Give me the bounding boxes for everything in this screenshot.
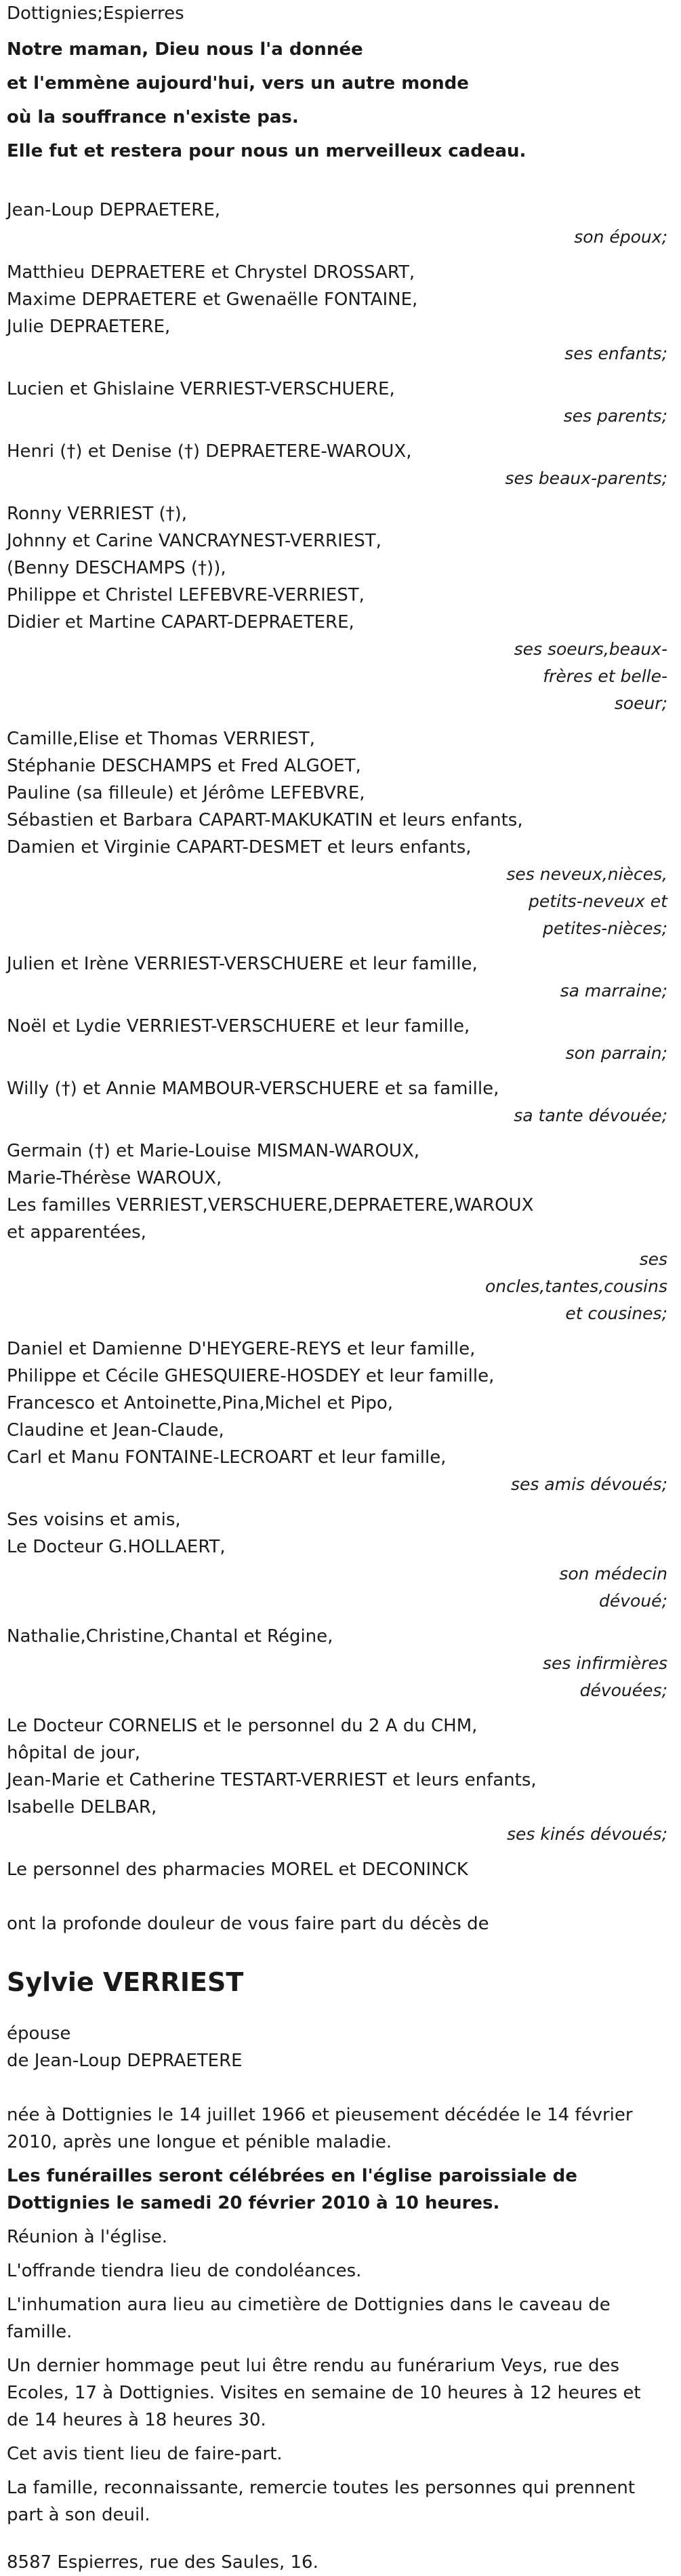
family-member-line: Julie DEPRAETERE, bbox=[7, 317, 171, 337]
relation-label bbox=[7, 224, 674, 251]
relation-label-line: oncles,tantes,cousins bbox=[484, 1276, 667, 1296]
detail-paragraph: L'inhumation aura lieu au cimetière de Dottignies dans le caveau de famille. bbox=[7, 2295, 611, 2342]
family-member-line: Johnny et Carine VANCRAYNEST-VERRIEST, bbox=[7, 531, 381, 551]
relation-label-line: son parrain; bbox=[565, 1043, 667, 1063]
family-member-line: (Benny DESCHAMPS (†)), bbox=[7, 558, 226, 578]
family-group bbox=[7, 1623, 674, 1704]
relation-label bbox=[7, 1102, 674, 1129]
family-member-line: hôpital de jour, bbox=[7, 1743, 141, 1763]
relation-label-line: son époux; bbox=[574, 227, 667, 247]
family-member-line: Sébastien et Barbara CAPART-MAKUKATIN et leurs enfants, bbox=[7, 810, 523, 830]
relation-label bbox=[7, 1650, 674, 1704]
relation-label bbox=[7, 636, 674, 717]
family-member-line: Didier et Martine CAPART-DEPRAETERE, bbox=[7, 612, 354, 632]
family-group bbox=[7, 1013, 674, 1067]
family-member-line: Philippe et Christel LEFEBVRE-VERRIEST, bbox=[7, 585, 365, 605]
relation-label-line: soeur; bbox=[614, 693, 667, 713]
family-member-line: Claudine et Jean-Claude, bbox=[7, 1420, 224, 1441]
detail-paragraph: Cet avis tient lieu de faire-part. bbox=[7, 2444, 283, 2464]
relation-label bbox=[7, 861, 674, 942]
relation-label-line: et cousines; bbox=[565, 1304, 667, 1323]
relation-label-line: ses infirmières bbox=[543, 1653, 667, 1673]
relation-label bbox=[7, 403, 674, 430]
family-member-line: Damien et Virginie CAPART-DESMET et leurs enfants, bbox=[7, 837, 472, 858]
relation-label-line: son médecin bbox=[559, 1564, 667, 1584]
family-member-line: Philippe et Cécile GHESQUIERE-HOSDEY et leur famille, bbox=[7, 1366, 495, 1386]
poem-line: Notre maman, Dieu nous l'a donnée bbox=[7, 39, 363, 60]
detail-paragraph: La famille, reconnaissante, remercie toutes les personnes qui prennent part à son deuil. bbox=[7, 2478, 636, 2525]
family-member-line: Matthieu DEPRAETERE et Chrystel DROSSART, bbox=[7, 262, 415, 283]
relation-label bbox=[7, 340, 674, 367]
family-member-line: Isabelle DELBAR, bbox=[7, 1797, 157, 1817]
family-group bbox=[7, 1856, 674, 1883]
relation-label-line: ses soeurs,beaux- bbox=[514, 639, 667, 659]
family-member-line: Ses voisins et amis, bbox=[7, 1510, 181, 1530]
spouse-label: épouse bbox=[7, 2024, 71, 2044]
family-group bbox=[7, 1506, 674, 1615]
deceased-name: Sylvie VERRIEST bbox=[7, 1967, 244, 1997]
relation-label-line: ses kinés dévoués; bbox=[506, 1824, 667, 1844]
family-member-line: Willy (†) et Annie MAMBOUR-VERSCHUERE et sa famille, bbox=[7, 1079, 499, 1099]
family-member-line: Carl et Manu FONTAINE-LECROART et leur famille, bbox=[7, 1447, 447, 1468]
family-member-line: Daniel et Damienne D'HEYGERE-REYS et leur famille, bbox=[7, 1339, 476, 1359]
relation-label bbox=[7, 1821, 674, 1848]
poem-line: où la souffrance n'existe pas. bbox=[7, 107, 299, 127]
announcement: ont la profonde douleur de vous faire part du décès de bbox=[7, 1914, 489, 1934]
relation-label-line: ses amis dévoués; bbox=[511, 1474, 667, 1494]
family-group bbox=[7, 438, 674, 492]
family-member-line: Nathalie,Christine,Chantal et Régine, bbox=[7, 1626, 333, 1647]
family-member-line: Marie-Thérèse WAROUX, bbox=[7, 1168, 222, 1188]
family-group bbox=[7, 197, 674, 251]
relation-label-line: petits-neveux et bbox=[528, 891, 667, 911]
family-group bbox=[7, 950, 674, 1005]
family-member-line: Le Docteur G.HOLLAERT, bbox=[7, 1537, 226, 1557]
family-member-line: Noël et Lydie VERRIEST-VERSCHUERE et leur famille, bbox=[7, 1016, 470, 1037]
relation-label bbox=[7, 465, 674, 492]
family-group bbox=[7, 725, 674, 942]
spouse-name: de Jean-Loup DEPRAETERE bbox=[7, 2051, 243, 2071]
relation-label-line: ses bbox=[639, 1249, 667, 1269]
relation-label-line: petites-nièces; bbox=[543, 919, 667, 938]
family-group bbox=[7, 500, 674, 717]
family-member-line: Pauline (sa filleule) et Jérôme LEFEBVRE, bbox=[7, 783, 365, 803]
relation-label-line: ses parents; bbox=[563, 406, 667, 426]
family-member-line: Stéphanie DESCHAMPS et Fred ALGOET, bbox=[7, 756, 361, 776]
family-group bbox=[7, 1075, 674, 1129]
place-line: Dottignies;Espierres bbox=[7, 3, 184, 24]
family-member-line: Germain (†) et Marie-Louise MISMAN-WAROUX, bbox=[7, 1141, 420, 1161]
relation-label bbox=[7, 1040, 674, 1067]
relation-label-line: dévoué; bbox=[599, 1591, 667, 1611]
family-member-line: Julien et Irène VERRIEST-VERSCHUERE et leur famille, bbox=[7, 954, 478, 974]
family-member-line: Le personnel des pharmacies MOREL et DECONINCK bbox=[7, 1859, 468, 1880]
family-list bbox=[7, 197, 674, 1883]
family-member-line: Jean-Marie et Catherine TESTART-VERRIEST et leurs enfants, bbox=[7, 1770, 537, 1790]
family-member-line: Jean-Loup DEPRAETERE, bbox=[7, 200, 221, 220]
obituary-notice bbox=[7, 0, 674, 2576]
poem-line: et l'emmène aujourd'hui, vers un autre monde bbox=[7, 73, 469, 94]
family-member-line: Le Docteur CORNELIS et le personnel du 2 A du CHM, bbox=[7, 1716, 478, 1736]
family-member-line: Lucien et Ghislaine VERRIEST-VERSCHUERE, bbox=[7, 379, 395, 399]
relation-label bbox=[7, 1471, 674, 1498]
family-member-line: et apparentées, bbox=[7, 1222, 146, 1243]
relation-label-line: dévouées; bbox=[579, 1681, 667, 1700]
relation-label-line: ses enfants; bbox=[564, 344, 667, 363]
relation-label bbox=[7, 1246, 674, 1327]
relation-label-line: frères et belle- bbox=[543, 666, 667, 686]
detail-paragraph: Réunion à l'église. bbox=[7, 2227, 168, 2247]
detail-paragraph: née à Dottignies le 14 juillet 1966 et pieusement décédée le 14 février 2010, après une longue et pénible maladie. bbox=[7, 2105, 633, 2152]
relation-label-line: sa tante dévouée; bbox=[514, 1106, 667, 1125]
family-member-line: Maxime DEPRAETERE et Gwenaëlle FONTAINE, bbox=[7, 289, 418, 310]
address: 8587 Espierres, rue des Saules, 16. bbox=[7, 2552, 318, 2573]
family-group bbox=[7, 1138, 674, 1327]
detail-paragraph: Un dernier hommage peut lui être rendu au funérarium Veys, rue des Ecoles, 17 à Dottignies. Visites en semaine de 10 heures à 12 heures et de 14 heures à 18 heures 30. bbox=[7, 2356, 641, 2430]
relation-label-line: sa marraine; bbox=[560, 981, 667, 1001]
relation-label-line: ses beaux-parents; bbox=[505, 468, 667, 488]
family-group bbox=[7, 376, 674, 430]
family-member-line: Ronny VERRIEST (†), bbox=[7, 504, 188, 524]
family-member-line: Camille,Elise et Thomas VERRIEST, bbox=[7, 729, 315, 749]
relation-label-line: ses neveux,nièces, bbox=[506, 864, 667, 884]
relation-label bbox=[7, 1561, 674, 1615]
family-member-line: Henri (†) et Denise (†) DEPRAETERE-WAROUX, bbox=[7, 441, 412, 462]
family-member-line: Les familles VERRIEST,VERSCHUERE,DEPRAETERE,WAROUX bbox=[7, 1195, 534, 1215]
relation-label bbox=[7, 978, 674, 1005]
family-group bbox=[7, 259, 674, 367]
poem-line: Elle fut et restera pour nous un merveilleux cadeau. bbox=[7, 141, 527, 161]
family-member-line: Francesco et Antoinette,Pina,Michel et Pipo, bbox=[7, 1393, 394, 1413]
family-group bbox=[7, 1335, 674, 1498]
family-group bbox=[7, 1712, 674, 1848]
poem bbox=[7, 33, 674, 168]
funeral-details bbox=[7, 2101, 644, 2529]
detail-paragraph: L'offrande tiendra lieu de condoléances. bbox=[7, 2261, 362, 2281]
detail-paragraph: Les funérailles seront célébrées en l'église paroissiale de Dottignies le samedi 20 février 2010 à 10 heures. bbox=[7, 2166, 577, 2213]
